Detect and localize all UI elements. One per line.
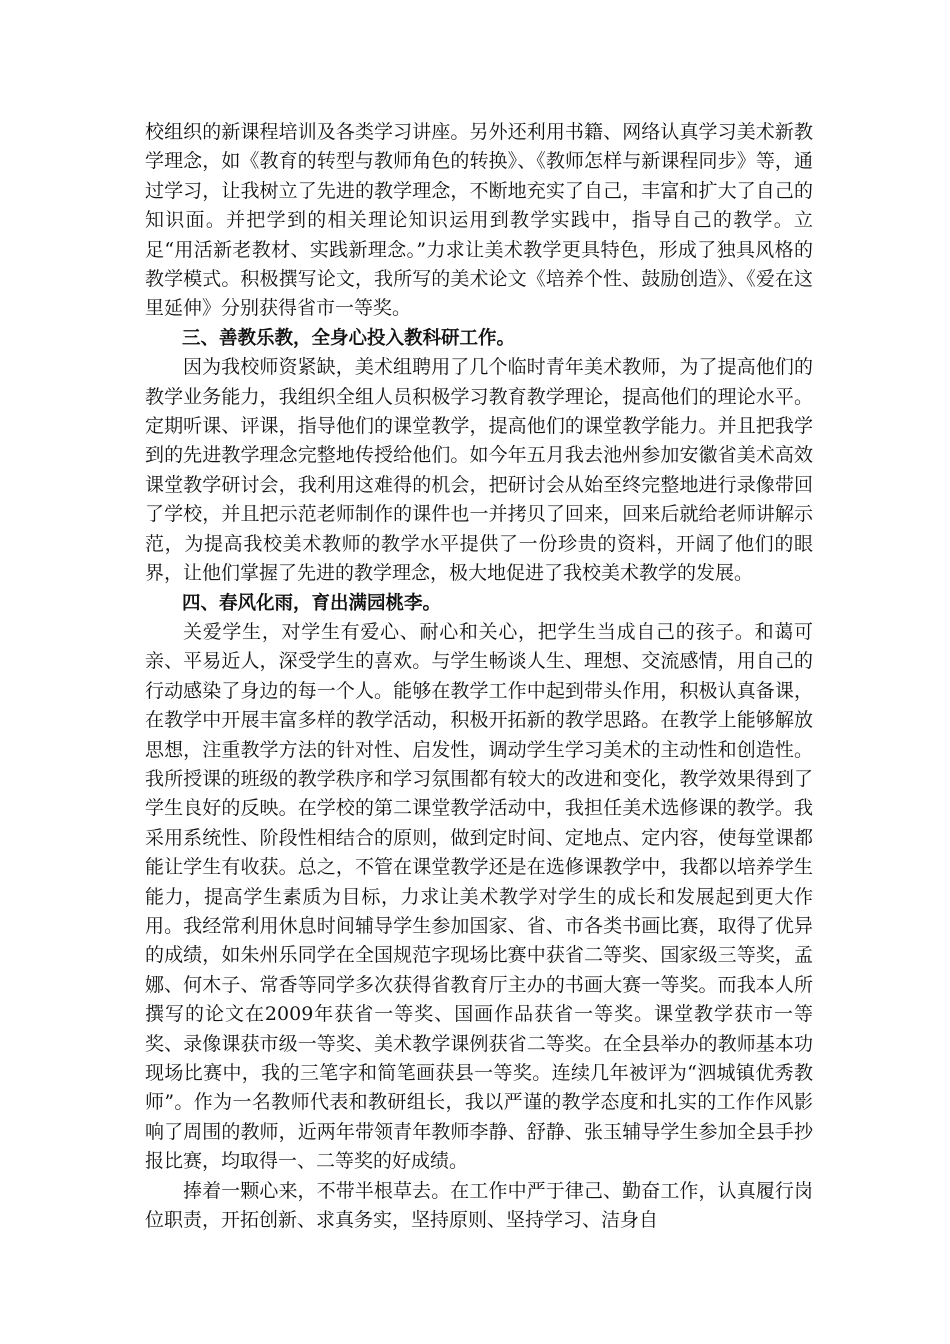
paragraph-section-3: 因为我校师资紧缺，美术组聘用了几个临时青年美术教师，为了提高他们的教学业务能力，我组织全组人员积极学习教育教学理论，提高他们的理论水平。定期听课、评课，指导他们的课堂教学，提高他们的课堂教学能力。并且把我学到的先进教学理念完整地传授给他们。如今年五月我去池州参加安徽省美术高效课堂教学研讨会，我利用这难得的机会，把研讨会从始至终完整地进行录像带回了学校，并且把示范老师制作的课件也一并拷贝了回来，回来后就给老师讲解示范，为提高我校美术教师的教学水平提供了一份珍贵的资料，开阔了他们的眼界，让他们掌握了先进的教学理念，极大地促进了我校美术教学的发展。	[145, 356, 813, 585]
section-heading-3: 三、善教乐教，全身心投入教科研工作。	[182, 327, 516, 349]
document-page	[145, 118, 813, 1235]
paragraph-section-4: 关爱学生，对学生有爱心、耐心和关心，把学生当成自己的孩子。和蔼可亲、平易近人，深受学生的喜欢。与学生畅谈人生、理想、交流感情，用自己的行动感染了身边的每一个人。能够在教学工作中起到带头作用，积极认真备课，在教学中开展丰富多样的教学活动，积极开拓新的教学思路。在教学上能够解放思想，注重教学方法的针对性、启发性，调动学生学习美术的主动性和创造性。我所授课的班级的教学秩序和学习氛围都有较大的改进和变化，教学效果得到了学生良好的反映。在学校的第二课堂教学活动中，我担任美术选修课的教学。我采用系统性、阶段性相结合的原则，做到定时间、定地点、定内容，使每堂课都能让学生有收获。总之，不管在课堂教学还是在选修课教学中，我都以培养学生能力，提高学生素质为目标，力求让美术教学对学生的成长和发展起到更大作用。我经常利用休息时间辅导学生参加国家、省、市各类书画比赛，取得了优异的成绩，如朱州乐同学在全国规范字现场比赛中获省二等奖、国家级三等奖，孟娜、何木子、常香等同学多次获得省教育厅主办的书画大赛一等奖。而我本人所撰写的论文在2009年获省一等奖、国画作品获省一等奖。课堂教学获市一等奖、录像课获市级一等奖、美术教学课例获省二等奖。在全县举办的教师基本功现场比赛中，我的三笔字和简笔画获县一等奖。连续几年被评为“泗城镇优秀教师”。作为一名教师代表和教研组长，我以严谨的教学态度和扎实的工作作风影响了周围的教师，近两年带领青年教师李静、舒静、张玉辅导学生参加全县手抄报比赛，均取得一、二等奖的好成绩。	[145, 620, 813, 1173]
paragraph-intro: 校组织的新课程培训及各类学习讲座。另外还利用书籍、网络认真学习美术新教学理念，如《教育的转型与教师角色的转换》、《教师怎样与新课程同步》等，通过学习，让我树立了先进的教学理念，不断地充实了自己，丰富和扩大了自己的知识面。并把学到的相关理论知识运用到教学实践中，指导自己的教学。立足“用活新老教材、实践新理念。”力求让美术教学更具特色，形成了独具风格的教学模式。积极撰写论文，我所写的美术论文《培养个性、鼓励创造》、《爱在这里延伸》分别获得省市一等奖。	[145, 121, 813, 320]
section-heading-4: 四、春风化雨，育出满园桃李。	[182, 592, 442, 614]
paragraph-closing: 捧着一颗心来，不带半根草去。在工作中严于律己、勤奋工作，认真履行岗位职责，开拓创新、求真务实，坚持原则、坚持学习、洁身自	[145, 1179, 813, 1232]
